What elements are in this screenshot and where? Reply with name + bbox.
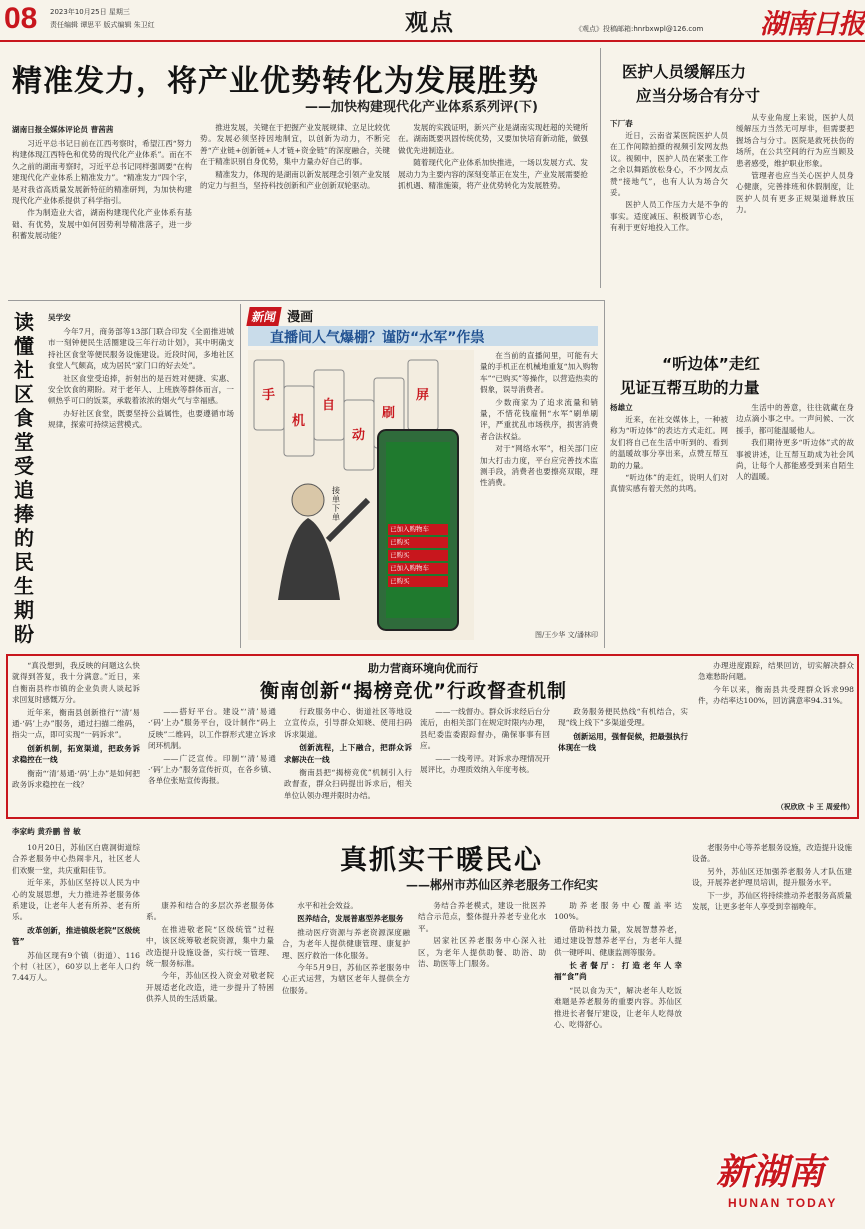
canteen-headline: 读懂社区食堂受追捧的民生期盼 (14, 310, 34, 646)
screen-line: 已购买 (388, 550, 448, 561)
newspaper-logo: 湖南日报 (760, 9, 864, 40)
listen-column-1: 近来，在社交媒体上，一种被称为“听边体”的表达方式走红。网友们将自己在生活中听到的、看到的温暖故事分享出来，点赞互帮互助的力量。 “听边体”的走红，说明人们对真情实感有着天然的共鸣。 (610, 415, 728, 494)
cartoon-char-5: 刷 (382, 406, 396, 421)
cartoon-screen-list (388, 524, 448, 589)
cartoon-order-label: 接单下单 (332, 486, 340, 522)
lead-subheadline: ——加快构建现代化产业体系系列评(下) (305, 100, 538, 115)
bottom-column-2: 康养和结合的多层次养老服务体系。 在推进敬老院“区级统管”过程中，该区统筹敬老院资源，集中力量改造提升设施设备，实行统一管理、统一服务标准。 今年，苏仙区投入资金对敬老院开展适老化改造，进一步提升了特困供养人员的生活质量。 (146, 901, 274, 1004)
section-name: 观点 (405, 10, 455, 36)
cartoon-commentary: 在当前的直播间里，可能有大量的手机正在机械地重复“加入购物车”“已购买”等操作，以营造热卖的假象，误导消费者。 少数商家为了追求流量和销量，不惜花钱雇佣“水军”刷单刷评，严重扰乱市场秩序，损害消费者合法权益。 对于“网络水军”，相关部门应加大打击力度，平台应完善技术监测手段，消费者也要擦亮双眼，理性消费。 (480, 351, 598, 488)
masthead-rule (0, 40, 865, 42)
cartoon-char-6: 屏 (416, 388, 430, 403)
box-kicker: 助力营商环境向优而行 (368, 662, 478, 675)
screen-line: 已购买 (388, 537, 448, 548)
bottom-subhead-2: 长者餐厅：打造老年人幸福“食”尚 (554, 961, 682, 982)
watermark-caption: HUNAN TODAY (728, 1196, 838, 1210)
listen-headline: “听边体”走红 见证互帮互助的力量 (620, 355, 760, 397)
bottom-byline: 李家屿 黄乔鹏 曾 敏 (12, 827, 81, 836)
hunan-today-watermark (716, 1150, 856, 1224)
box-credit: （祝欣欣 卡 王 周爱伟） (776, 802, 854, 811)
medical-column-2: 从专业角度上来说，医护人员缓解压力当然无可厚非，但需要把握场合与分寸。医院是救死扶伤的场所，在公共空间的行为应当顾及患者感受，维护职业形象。 管理者也应当关心医护人员身心健康，完善排班和休假制度，让医护人员有更多正规渠道释放压力。 (736, 113, 854, 215)
lead-column-3: 发展的实践证明，新兴产业是湖南实现赶超的关键所在。湖南既要巩固传统优势，又要加快培育新动能，做强做优先进制造业。 随着现代化产业体系加快推进，一场以发展方式、发展动力为主要内容的深刻变革正在发生，产业发展需要抢抓机遇、精准施策，将产业优势转化为发展胜势。 (398, 123, 588, 191)
lead-headline: 精准发力，将产业优势转化为发展胜势 (12, 64, 539, 99)
screen-line: 已加入购物车 (388, 563, 448, 574)
box-column-6: 办理进度跟踪，结果回访，切实解决群众急难愁盼问题。 今年以来，衡南县共受理群众诉求998件，办结率达100%，回访满意率94.31%。 (698, 661, 854, 706)
medical-byline: 下厂春 (610, 119, 633, 128)
box-subhead-3: 创新运用，强督促候，把最强执行体现在一线 (558, 731, 688, 753)
bottom-headline: 真抓实干暖民心 (340, 845, 543, 876)
cartoon-char-1: 手 (262, 388, 276, 403)
listen-column-2: 生活中的善意，往往就藏在身边点滴小事之中。一声问候、一次援手，都可能温暖他人。 我们期待更多“听边体”式的故事被讲述，让互帮互助成为社会风尚，让每个人都能感受到来自陌生人的温暖。 (736, 403, 854, 482)
cartoon-drawing (248, 350, 474, 640)
submission-email: 《观点》投稿邮箱:hnrbxwpl@126.com (575, 25, 704, 33)
bottom-column-1: 10月20日，苏仙区白鹿洞街道综合养老服务中心热闹非凡，社区老人们欢聚一堂，共庆重阳佳节。 近年来，苏仙区坚持以人民为中心的发展思想，大力推进养老服务体系建设，让老年人老有所养、老有所乐。 改革创新，推进镇级老院“区级统管” 苏仙区现有9个镇（街道）、116个村（社区），60岁以上老年人口约7.44万人。 (12, 843, 140, 983)
medical-headline: 医护人员缓解压力 应当分场合有分寸 (622, 63, 761, 105)
cartoon-section-tag: 新闻 漫画 (248, 306, 313, 326)
advertorial-box (6, 654, 859, 819)
masthead (0, 0, 865, 44)
box-column-2: ——搭好平台。建设“‘清’易通·‘码’上办”服务平台，设计制作“码上反映”二维码，以工作群形式建立诉求闭环机制。 ——广泛宣传。印制“‘清’易通·‘码’上办”服务宣传折页，在各乡镇、各单位张贴宣传海报。 (148, 707, 276, 786)
box-subhead-1: 创新机制，拓宽渠道，把政务诉求稳控在一线 (12, 743, 140, 765)
box-headline: 衡南创新“揭榜竞优”行政督查机制 (260, 680, 567, 702)
bottom-column-5: 助养老服务中心覆盖率达100%。 借助科技力量，发展智慧养老，通过建设智慧养老平台，为老年人提供一键呼叫、健康监测等服务。 长者餐厅：打造老年人幸福“食”尚 “民以食为天”，解决老年人吃饭难题是养老服务的重要内容。苏仙区推进长者餐厅建设，让老年人吃得放心、吃得舒心。 (554, 901, 682, 1030)
box-column-4: ——一线督办。群众诉求经后台分流后，由相关部门在规定时限内办理，县纪委监委跟踪督办，确保事事有回应。 ——一线考评。对诉求办理情况开展评比，办理质效纳入年度考核。 (420, 707, 550, 775)
cartoon-char-4: 动 (352, 428, 366, 443)
watermark-logo: 新湖南 (716, 1152, 825, 1193)
bottom-subhead-1: 改革创新，推进镇级老院“区级统管” (12, 925, 140, 947)
cartoon-char-2: 机 (292, 414, 306, 429)
medical-column-1: 近日，云南省某医院医护人员在工作间隙拍摄的视频引发网友热议。视频中，医护人员在紧张工作之余以舞蹈放松身心，不少网友点赞“接地气”，也有人认为场合欠妥。 医护人员工作压力大是不争的事实。适度减压、积极调节心态，有利于更好地投入工作。 (610, 131, 728, 233)
bottom-subheadline: ——郴州市苏仙区养老服务工作纪实 (406, 878, 599, 892)
bottom-column-3: 水平和社会效益。 医养结合，发展普惠型养老服务 推动医疗资源与养老资源深度融合，为老年人提供健康管理、康复护理、医疗救治一体化服务。 今年5月9日，苏仙区养老服务中心正式运营，为辖区老年人提供全方位服务。 (282, 901, 410, 995)
bottom-column-6: 老服务中心等养老服务设施，改造提升设施设备。 另外，苏仙区还加强养老服务人才队伍建设，开展养老护理员培训，提升服务水平。 下一步，苏仙区将持续推动养老服务高质量发展，让更多老年人享受到幸福晚年。 (692, 843, 852, 912)
canteen-column: 今年7月，商务部等13部门联合印发《全面推进城市一刻钟便民生活圈建设三年行动计划》，其中明确支持社区食堂等便民服务设施建设。近段时间，多地社区食堂人气颇高，成为居民“家门口的好去处”。 社区食堂受追捧，折射出的是百姓对便捷、实惠、安全饮食的期盼。对于老年人、上班族等群体而言，一顿热乎可口的饭菜，承载着浓浓的烟火气与幸福感。 办好社区食堂，既要坚持公益属性，也要遵循市场规律，探索可持续运营模式。 (48, 327, 234, 430)
screen-line: 已购买 (388, 576, 448, 587)
cartoon-illustration (248, 350, 474, 640)
box-column-3: 行政服务中心、街道社区等地设立宣传点，引导群众知晓、使用扫码诉求渠道。 创新流程，上下融合，把群众诉求解决在一线 衡南县把“揭榜竞优”机制引入行政督查，群众扫码提出诉求后，相关单位认领办理并限时办结。 (284, 707, 412, 800)
page-number: 08 (4, 2, 38, 35)
listen-byline: 杨雄立 (610, 403, 633, 412)
lead-column-1: 习近平总书记日前在江西考察时，希望江西“努力构建体现江西特色和优势的现代化产业体系”。而在不久之前的湖南考察时，习近平总书记同样强调要“在构建现代化产业体系上精准发力”。“精准发力”四个字，是对我省高质量发展新特征的精准研判，为加快构建现代化产业体系提供了科学指引。 作为制造业大省，湖南构建现代化产业体系有基础、有优势，发展中如何因势利导精准落子，进一步积蓄发展动能？ (12, 139, 192, 241)
cartoon-credit: 图/王少华 文/潘林印 (535, 631, 598, 639)
lead-column-2: 推进发展，关键在于把握产业发展规律、立足比较优势。发展必须坚持因地制宜，以创新为动力，不断完善“产业链+创新链+人才链+资金链”的深度融合，关键在于精准识别自身优势，集中力量办好自己的事。 精准发力，体现的是湖南以新发展理念引领产业发展的定力与担当，坚持科技创新和产业创新双轮驱动。 (200, 123, 390, 191)
box-column-5: 政务服务便民热线“有机结合，实现“线上线下”多渠道受理。 创新运用，强督促候，把最强执行体现在一线 (558, 707, 688, 753)
cartoon-char-3: 自 (322, 398, 336, 413)
screen-line: 已加入购物车 (388, 524, 448, 535)
box-subhead-2: 创新流程，上下融合，把群众诉求解决在一线 (284, 743, 412, 764)
canteen-byline: 吴学安 (48, 313, 71, 322)
cartoon-title-bar: 直播间人气爆棚？谨防“水军”作祟 (248, 326, 598, 346)
box-column-1: “真没想到，我反映的问题这么快就得到答复，我十分满意。”近日，来自衡南县柞市镇的企业负责人谈起诉求回复时感慨万分。 近年来，衡南县创新推行“‘清’易通·‘码’上办”服务，通过扫描二维码，指尖一点，即可实现“一码诉求”。 创新机制，拓宽渠道，把政务诉求稳控在一线 衡南“‘清’易通·‘码’上办”是如何把政务诉求稳控在一线？ (12, 661, 140, 790)
masthead-date: 2023年10月25日 星期三 (50, 8, 130, 16)
bottom-column-4: 务结合养老模式，建设一批医养结合示范点，整体提升养老专业化水平。 居家社区养老服务中心深入社区，为老年人提供助餐、助浴、助洁、助医等上门服务。 (418, 901, 546, 969)
masthead-editors: 责任编辑 谭思平 版式编辑 朱卫红 (50, 21, 155, 29)
lead-byline: 湖南日报全媒体评论员 曹茜茜 (12, 125, 114, 134)
